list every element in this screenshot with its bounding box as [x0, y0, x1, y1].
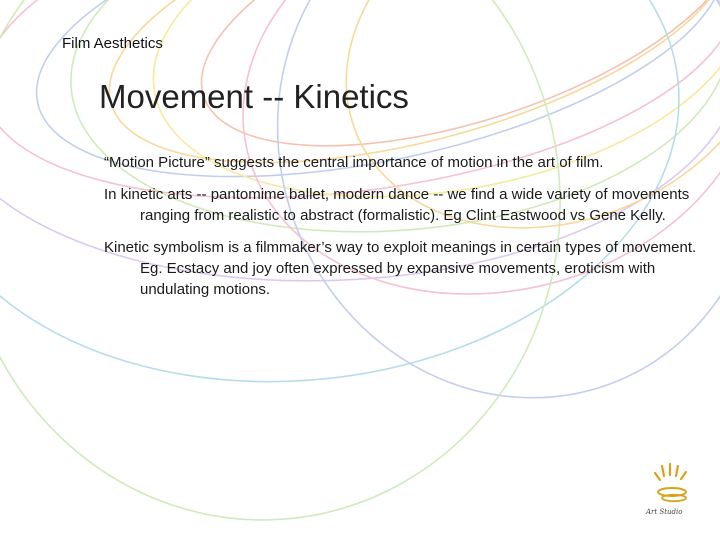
- bullet-paragraph-2: In kinetic arts -- pantomime ballet, modern dance -- we find a wide variety of movements ranging from realistic to abstract (formalistic). Eg Clint Eastwood vs Gene Kelly.: [104, 186, 690, 224]
- bullet-paragraph-1: “Motion Picture” suggests the central importance of motion in the art of film.: [104, 154, 604, 171]
- slide-body: [104, 152, 704, 311]
- swirl-logo-icon: [640, 462, 700, 508]
- slide-header: Film Aesthetics: [62, 35, 163, 52]
- logo-ray: [676, 466, 678, 476]
- logo-ray: [655, 473, 660, 480]
- studio-logo: [640, 462, 700, 526]
- logo-label: Art Studio: [646, 508, 683, 516]
- bullet-paragraph-3: Kinetic symbolism is a filmmaker’s way to exploit meanings in certain types of movement. Eg. Ecstacy and joy often expressed by expansive movements, eroticism with undulating motions.: [104, 239, 697, 298]
- logo-ray: [662, 466, 664, 476]
- logo-ray: [681, 472, 686, 479]
- slide-title: Movement -- Kinetics: [99, 78, 409, 115]
